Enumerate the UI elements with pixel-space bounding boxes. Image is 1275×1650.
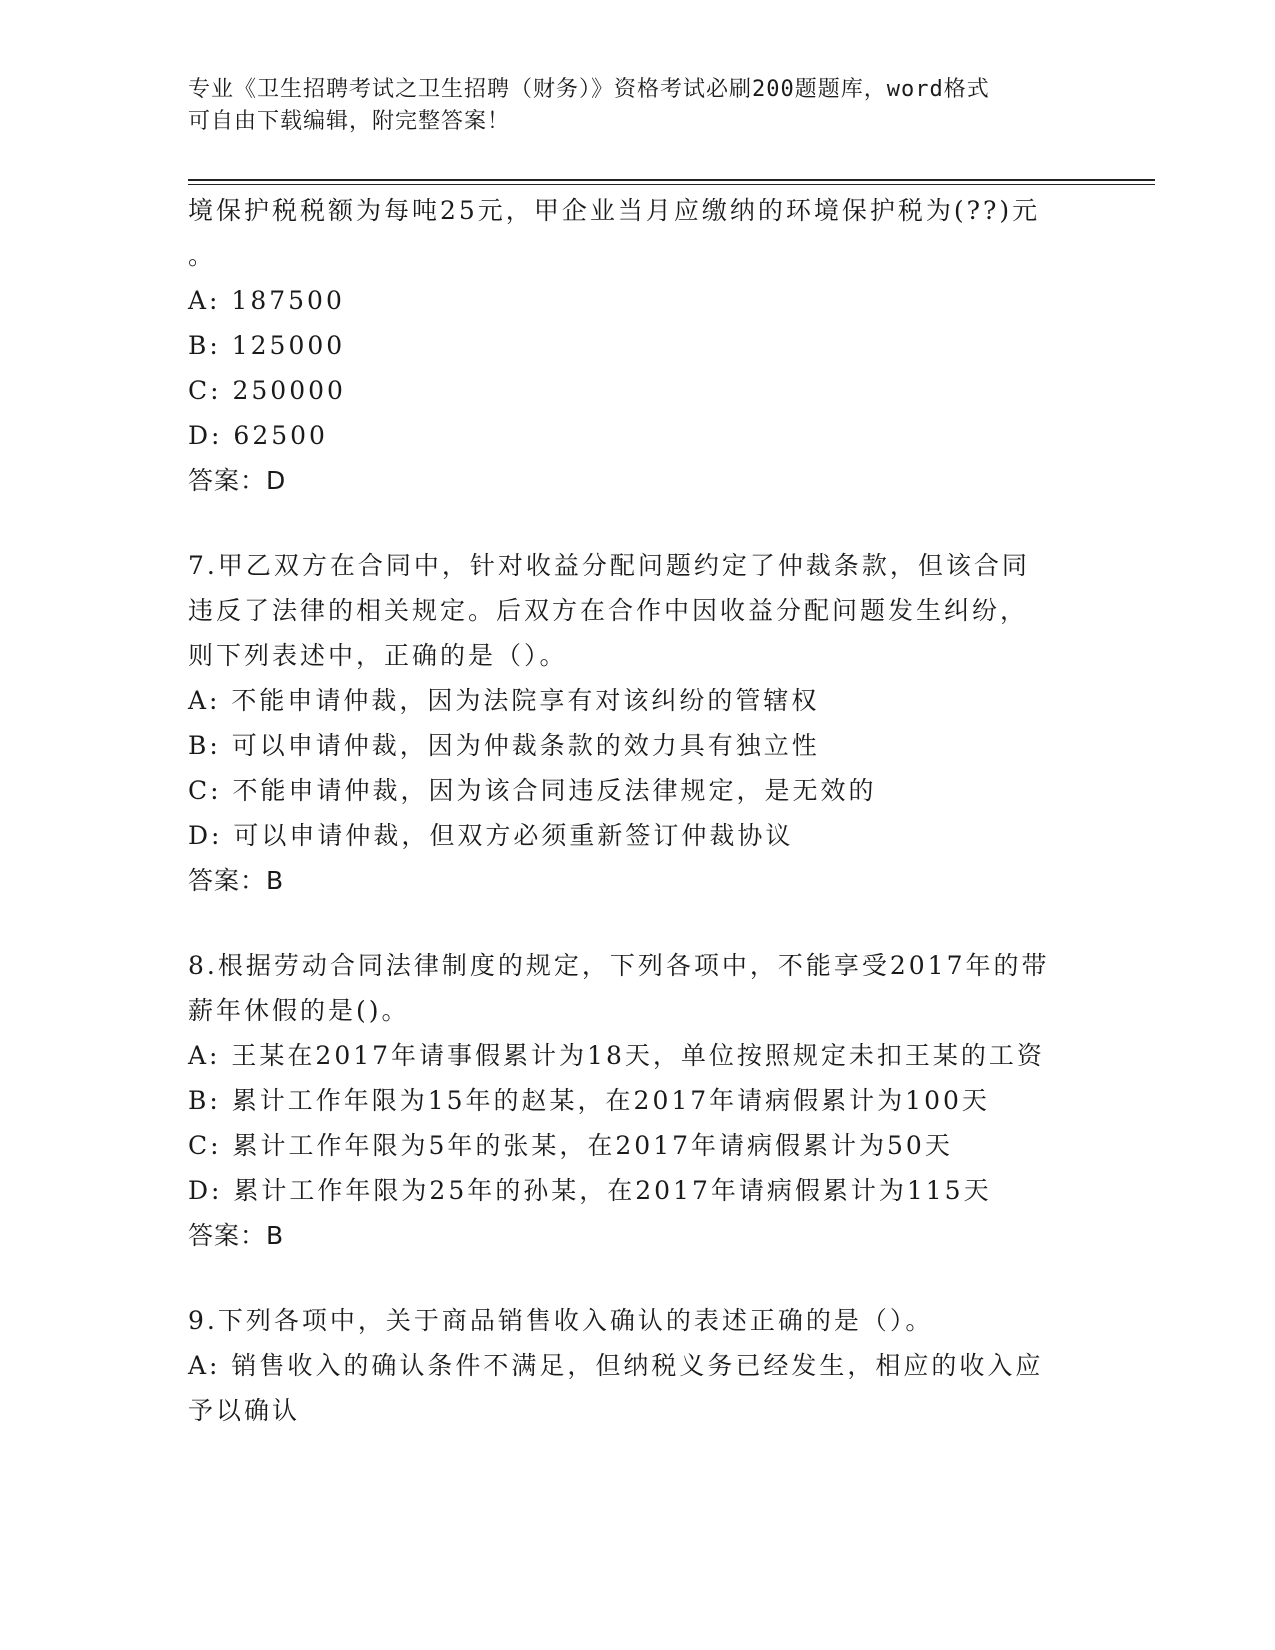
question-stem-line: 9.下列各项中，关于商品销售收入确认的表述正确的是（）。 [188,1306,934,1335]
option-a: A: 187500 [188,286,345,315]
question-stem-line: 境保护税税额为每吨25元，甲企业当月应缴纳的环境保护税为(??)元 [188,196,1041,225]
question-stem-line: 薪年休假的是()。 [188,996,410,1025]
option-b: B: 125000 [188,331,346,360]
answer-line: 答案：B [188,866,285,895]
option-d: D: 62500 [188,421,328,450]
question-9 [188,1298,1088,1433]
question-7 [188,543,1088,903]
option-b: B: 可以申请仲裁，因为仲裁条款的效力具有独立性 [188,731,820,760]
header-rule-thin [188,184,1155,185]
option-a: A: 王某在2017年请事假累计为18天，单位按照规定未扣王某的工资 [188,1041,1045,1070]
question-stem-line: 违反了法律的相关规定。后双方在合作中因收益分配问题发生纠纷， [188,596,1029,625]
header-line-2: 可自由下载编辑，附完整答案！ [188,109,511,134]
question-stem-line: 8.根据劳动合同法律制度的规定，下列各项中，不能享受2017年的带 [188,951,1050,980]
option-c: C: 不能申请仲裁，因为该合同违反法律规定，是无效的 [188,776,877,805]
question-stem-line: 则下列表述中，正确的是（）。 [188,641,568,670]
option-a: A: 销售收入的确认条件不满足，但纳税义务已经发生，相应的收入应 [188,1351,1044,1380]
option-b: B: 累计工作年限为15年的赵某，在2017年请病假累计为100天 [188,1086,990,1115]
answer-line: 答案：B [188,1221,285,1250]
option-a: A: 不能申请仲裁，因为法院享有对该纠纷的管辖权 [188,686,820,715]
question-list [188,188,1088,1433]
answer-line: 答案：D [188,466,287,495]
option-a-continued: 予以确认 [188,1396,301,1425]
question-8 [188,943,1088,1258]
question-stem-line: 7.甲乙双方在合同中，针对收益分配问题约定了仲裁条款，但该合同 [188,551,1030,580]
option-d: D: 可以申请仲裁，但双方必须重新签订仲裁协议 [188,821,794,850]
header-rule-thick [188,179,1155,181]
question-6 [188,188,1088,503]
page-header [188,74,1088,138]
question-stem-line: 。 [188,241,217,270]
header-line-1: 专业《卫生招聘考试之卫生招聘（财务）》资格考试必刷200题题库，word格式 [188,77,990,102]
option-d: D: 累计工作年限为25年的孙某，在2017年请病假累计为115天 [188,1176,992,1205]
option-c: C: 累计工作年限为5年的张某，在2017年请病假累计为50天 [188,1131,953,1160]
option-c: C: 250000 [188,376,346,405]
